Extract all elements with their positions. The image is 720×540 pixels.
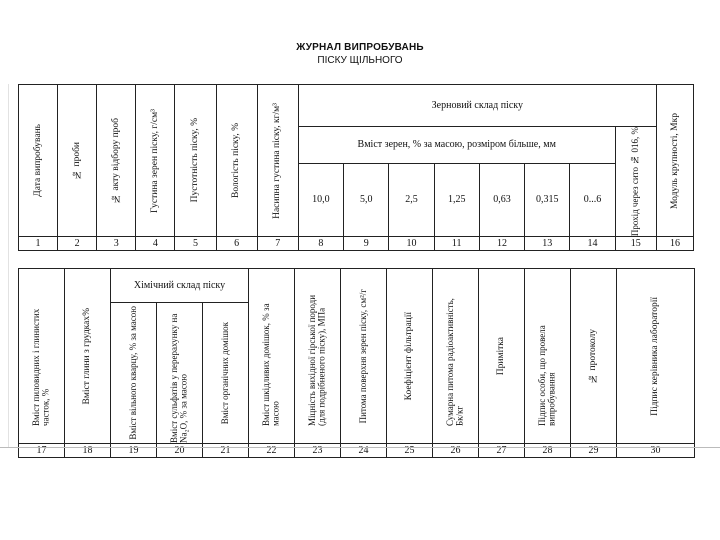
header-test-date: Дата випробувань — [19, 85, 58, 237]
column-number: 13 — [525, 237, 570, 251]
column-number: 5 — [175, 237, 216, 251]
header-sieve-pass: Прохід через сито № 016, % — [615, 127, 656, 237]
header-dust-clay: Вміст пиловидних і глинистих часток, % — [19, 269, 65, 444]
column-number: 24 — [341, 444, 387, 458]
header-filtration-coefficient: Коефіцієнт фільтрації — [387, 269, 433, 444]
column-number: 21 — [203, 444, 249, 458]
header-act-number: № акту відбору проб — [97, 85, 136, 237]
header-fineness-modulus: Модуль крупності, Мкр — [656, 85, 693, 237]
column-number: 15 — [615, 237, 656, 251]
journal-title: ЖУРНАЛ ВИПРОБУВАНЬ — [296, 42, 424, 53]
column-number: 19 — [111, 444, 157, 458]
size-10: 10,0 — [298, 163, 343, 236]
page-divider — [0, 447, 720, 448]
header-clay-lumps: Вміст глини з грудках% — [65, 269, 111, 444]
column-number: 8 — [298, 237, 343, 251]
size-0-315: 0,315 — [525, 163, 570, 236]
header-voidness: Пустотність піску, % — [175, 85, 216, 237]
column-number: 22 — [249, 444, 295, 458]
header-tester-signature: Підпис особи, що провела випробування — [525, 269, 571, 444]
column-number: 3 — [97, 237, 136, 251]
header-sample-number: № проби — [58, 85, 97, 237]
column-number: 4 — [136, 237, 175, 251]
header-note: Примітка — [479, 269, 525, 444]
column-number: 26 — [433, 444, 479, 458]
column-number: 28 — [525, 444, 571, 458]
header-chemical-composition: Хімічний склад піску — [111, 269, 249, 303]
column-number: 11 — [434, 237, 479, 251]
header-bulk-density: Насипна густина піску, кг/м³ — [257, 85, 298, 237]
header-free-quartz: Вміст вільного кварцу, % за масою — [111, 303, 157, 444]
size-2-5: 2,5 — [389, 163, 434, 236]
header-rock-strength: Міцність вихідної гірської породи (для подрібненого піску), МПа — [295, 269, 341, 444]
column-number: 6 — [216, 237, 257, 251]
column-number: 16 — [656, 237, 693, 251]
header-specific-surface: Питома поверхня зерен піску, см²/г — [341, 269, 387, 444]
header-radioactivity: Сумарна питома радіоактивність, Бк/кг — [433, 269, 479, 444]
header-harmful-impurities: Вміст шкідливих домішок, % за масою — [249, 269, 295, 444]
column-number: 14 — [570, 237, 615, 251]
column-number: 29 — [571, 444, 617, 458]
header-moisture: Вологість піску, % — [216, 85, 257, 237]
column-number: 17 — [19, 444, 65, 458]
size-5: 5,0 — [344, 163, 389, 236]
grain-composition-table — [18, 84, 694, 251]
column-number: 30 — [617, 444, 695, 458]
column-number: 2 — [58, 237, 97, 251]
header-grain-composition: Зерновий склад піску — [298, 85, 656, 127]
size-0-63: 0,63 — [479, 163, 524, 236]
column-number: 1 — [19, 237, 58, 251]
column-number: 9 — [344, 237, 389, 251]
column-number: 7 — [257, 237, 298, 251]
size-1-25: 1,25 — [434, 163, 479, 236]
journal-subtitle: ПІСКУ ЩІЛЬНОГО — [317, 55, 403, 66]
column-number: 20 — [157, 444, 203, 458]
header-grain-content: Вміст зерен, % за масою, розміром більше, мм — [298, 127, 615, 164]
column-number: 23 — [295, 444, 341, 458]
header-protocol-number: № протоколу — [571, 269, 617, 444]
column-number: 27 — [479, 444, 525, 458]
column-number: 18 — [65, 444, 111, 458]
column-number: 10 — [389, 237, 434, 251]
header-grain-density: Густина зерен піску, г/см³ — [136, 85, 175, 237]
document-title — [0, 42, 720, 66]
chemical-composition-table — [18, 268, 695, 458]
header-head-signature: Підпис керівника лабораторії — [617, 269, 695, 444]
header-organic-impurities: Вміст органічних домішок — [203, 303, 249, 444]
header-sulfates: Вміст сульфатів у перерахунку на Na₂O, % за масою — [157, 303, 203, 444]
size-0-6: 0...6 — [570, 163, 615, 236]
column-number: 12 — [479, 237, 524, 251]
column-number: 25 — [387, 444, 433, 458]
page-edge-line — [8, 84, 9, 448]
